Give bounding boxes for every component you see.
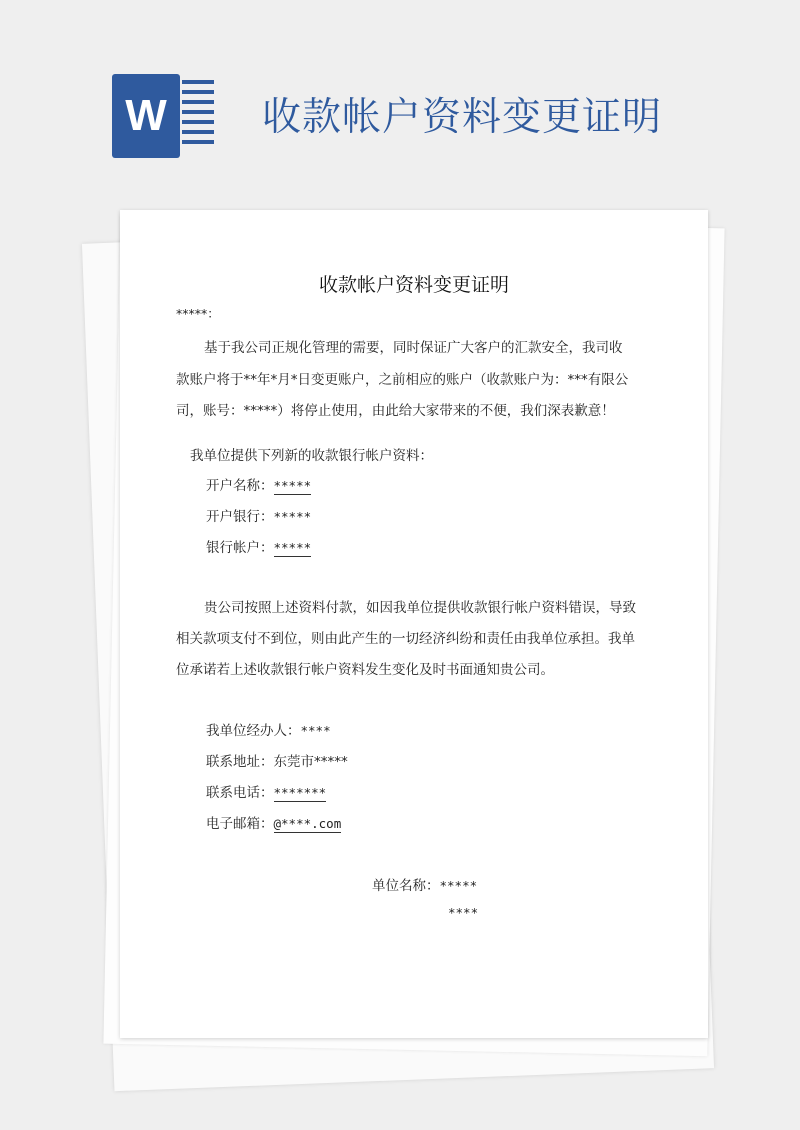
bank-field-bank xyxy=(206,505,311,525)
paragraph1-line1: 基于我公司正规化管理的需要，同时保证广大客户的汇款安全，我司收 xyxy=(204,340,623,356)
bank-field-account-name xyxy=(206,474,311,494)
contact-label: 我单位经办人： xyxy=(206,723,301,739)
paragraph1-line2: 款账户将于**年*月*日变更账户，之前相应的账户（收款账户为：***有限公 xyxy=(176,372,629,388)
bank-field-label: 开户银行： xyxy=(206,509,274,525)
contact-value: ******* xyxy=(273,785,327,800)
bank-field-value: ***** xyxy=(273,478,312,493)
paragraph1-line3: 司，账号：*****）将停止使用，由此给大家带来的不便，我们深表歉意！ xyxy=(176,403,615,419)
header-title: 收款帐户资料变更证明 xyxy=(262,95,663,140)
signature-unit-value: ***** xyxy=(439,878,478,893)
contact-label: 电子邮箱： xyxy=(206,816,274,832)
contact-value: **** xyxy=(300,723,331,738)
bank-intro: 我单位提供下列新的收款银行帐户资料： xyxy=(190,448,433,464)
contact-value: 东莞市***** xyxy=(273,754,348,770)
paragraph2-line3: 位承诺若上述收款银行帐户资料发生变化及时书面通知贵公司。 xyxy=(176,662,554,678)
contact-label: 联系地址： xyxy=(206,754,274,770)
document-lines-icon xyxy=(182,80,214,154)
document-body xyxy=(120,210,708,1038)
contact-address xyxy=(206,750,348,770)
signature-unit-label: 单位名称： xyxy=(372,878,440,894)
bank-field-value: ***** xyxy=(273,540,312,555)
signature-unit xyxy=(372,874,477,894)
signature-date: **** xyxy=(448,905,479,920)
paragraph2-line2: 相关款项支付不到位，则由此产生的一切经济纠纷和责任由我单位承担。我单 xyxy=(176,631,635,647)
bank-field-account-number xyxy=(206,536,311,556)
header xyxy=(0,0,800,200)
contact-email xyxy=(206,812,341,832)
bank-field-label: 开户名称： xyxy=(206,478,274,494)
contact-handler xyxy=(206,719,331,739)
word-document-icon xyxy=(112,72,216,160)
contact-phone xyxy=(206,781,326,801)
bank-field-value: ***** xyxy=(273,509,312,524)
paragraph2-line1: 贵公司按照上述资料付款，如因我单位提供收款银行帐户资料错误，导致 xyxy=(204,600,636,616)
contact-label: 联系电话： xyxy=(206,785,274,801)
document-title: 收款帐户资料变更证明 xyxy=(318,274,509,296)
word-logo-letter: W xyxy=(112,74,180,158)
bank-field-label: 银行帐户： xyxy=(206,540,274,556)
document-page xyxy=(120,210,708,1038)
salutation: *****： xyxy=(176,306,220,321)
contact-value: @****.com xyxy=(273,816,342,831)
